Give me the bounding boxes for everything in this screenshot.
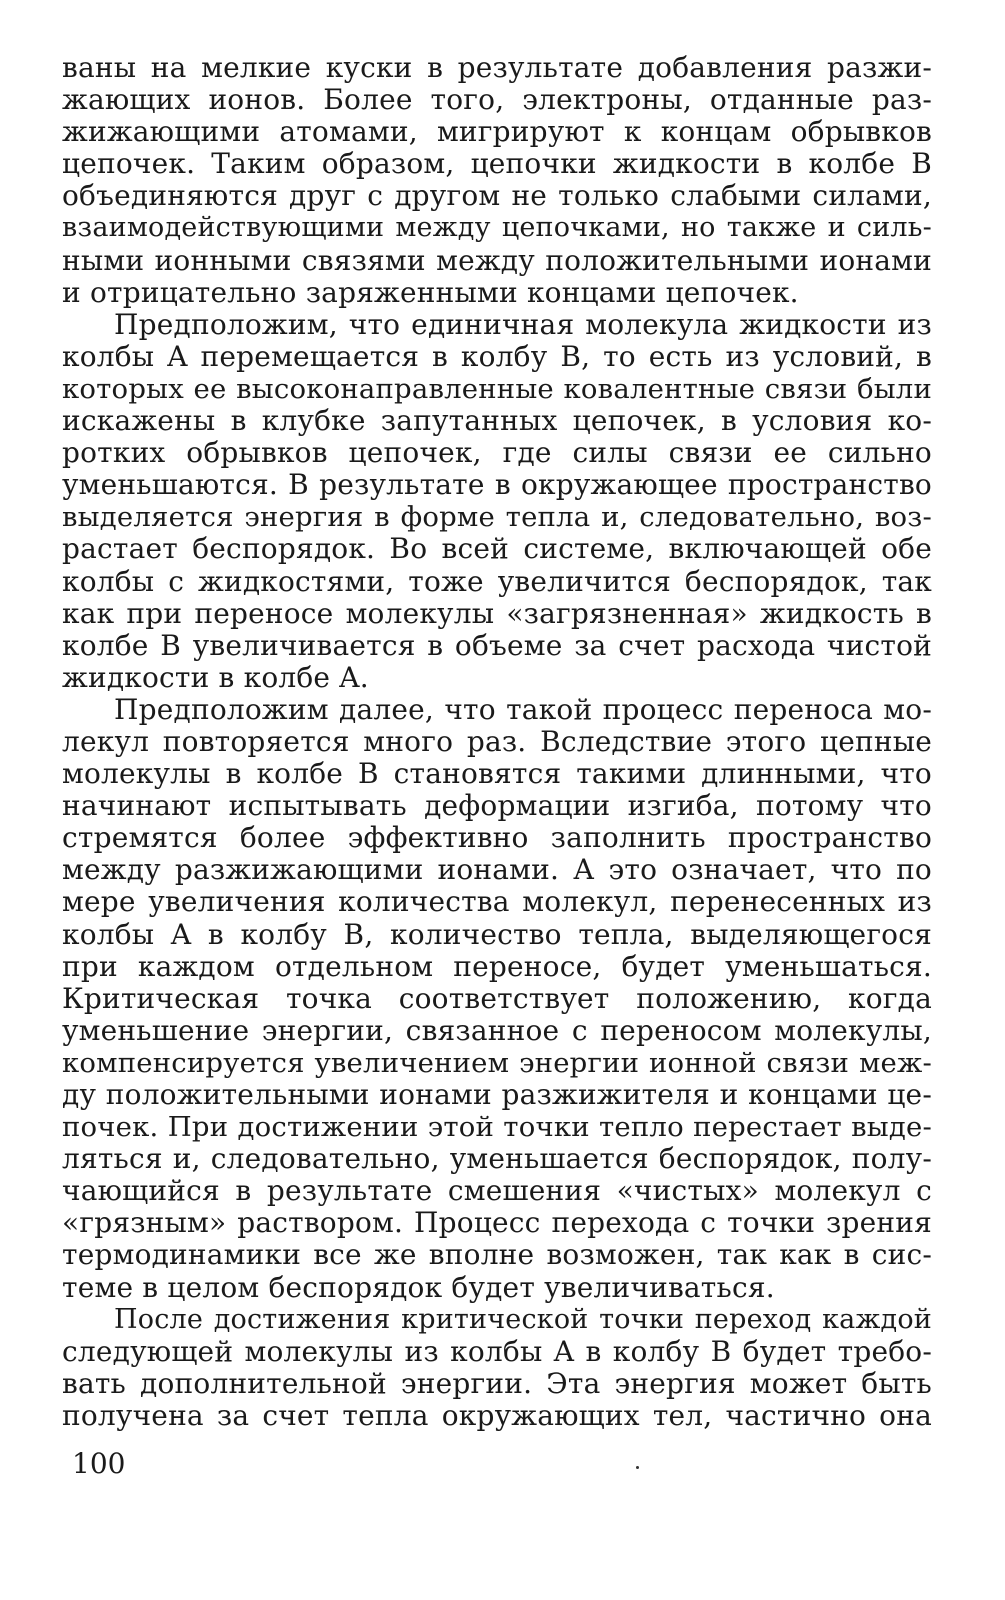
text-line: ными ионными связями между положительными ионами [62, 243, 932, 277]
text-line: ду положительными ионами разжижителя и концами це- [62, 1078, 932, 1111]
text-line: почек. При достижении этой точки тепло перестает выде- [62, 1111, 932, 1144]
text-line: цепочек. Таким образом, цепочки жидкости в колбе B [62, 147, 932, 181]
text-line: теме в целом беспорядок будет увеличиваться. [62, 1270, 775, 1304]
text-line: После достижения критической точки переход каждой [114, 1303, 932, 1335]
page-body [62, 52, 932, 1432]
text-line: жающих ионов. Более того, электроны, отданные раз- [62, 83, 932, 117]
text-line: жидкости в колбе A. [62, 660, 369, 694]
text-line: уменьшение энергии, связанное с переносом молекулы, [62, 1013, 932, 1047]
text-line: компенсируется увеличением энергии ионной связи меж- [62, 1046, 932, 1079]
text-line: Предположим, что единичная молекула жидкости из [114, 307, 932, 341]
text-line: молекулы в колбе B становятся такими длинными, что [62, 757, 932, 791]
text-line: уменьшаются. В результате в окружающее пространство [62, 468, 932, 502]
text-line: искажены в клубке запутанных цепочек, в условия ко- [62, 404, 932, 438]
text-line: которых ее высоконаправленные ковалентные связи были [62, 372, 932, 405]
text-line: выделяется энергия в форме тепла и, следовательно, воз- [62, 501, 932, 534]
text-line: колбы с жидкостями, тоже увеличится беспорядок, так [62, 564, 932, 598]
text-line: чающийся в результате смешения «чистых» молекул с [62, 1174, 932, 1208]
text-line: начинают испытывать деформации изгиба, потому что [62, 789, 932, 823]
text-line: Предположим далее, что такой процесс переноса мо- [114, 692, 932, 726]
text-line: растает беспорядок. Во всей системе, включающей обе [62, 532, 932, 566]
text-line: термодинамики все же вполне возможен, так как в сис- [62, 1238, 932, 1272]
text-line: ротких обрывков цепочек, где силы связи ее сильно [62, 436, 932, 470]
text-line: и отрицательно заряженными концами цепочек. [62, 275, 799, 309]
print-speck [636, 1466, 639, 1469]
text-line: объединяются друг с другом не только слабыми силами, [62, 179, 932, 213]
text-line: Критическая точка соответствует положению, когда [62, 981, 932, 1015]
text-line: жижающими атомами, мигрируют к концам обрывков [62, 115, 932, 149]
text-line: при каждом отдельном переносе, будет уменьшаться. [62, 949, 932, 983]
text-line: как при переносе молекулы «загрязненная» жидкость в [62, 596, 932, 630]
text-line: колбы A в колбу B, количество тепла, выделяющегося [62, 917, 932, 951]
text-line: получена за счет тепла окружающих тел, частично она [62, 1398, 932, 1432]
text-line: колбы A перемещается в колбу B, то есть из условий, в [62, 339, 932, 373]
text-line: взаимодействующими между цепочками, но также и силь- [62, 212, 932, 244]
text-line: колбе B увеличивается в объеме за счет расхода чистой [62, 628, 932, 662]
text-line: мере увеличения количества молекул, перенесенных из [62, 885, 932, 919]
text-line: лекул повторяется много раз. Вследствие этого цепные [62, 724, 932, 758]
text-line: между разжижающими ионами. А это означает, что по [62, 853, 932, 887]
text-line: ляться и, следовательно, уменьшается беспорядок, полу- [62, 1142, 932, 1176]
text-line: «грязным» раствором. Процесс перехода с точки зрения [62, 1206, 932, 1240]
text-line: ваны на мелкие куски в результате добавления разжи- [62, 51, 932, 84]
text-line: стремятся более эффективно заполнить пространство [62, 821, 932, 855]
text-line: вать дополнительной энергии. Эта энергия может быть [62, 1366, 932, 1400]
text-line: следующей молекулы из колбы A в колбу B будет требо- [62, 1334, 932, 1368]
page-number: 100 [72, 1447, 126, 1480]
